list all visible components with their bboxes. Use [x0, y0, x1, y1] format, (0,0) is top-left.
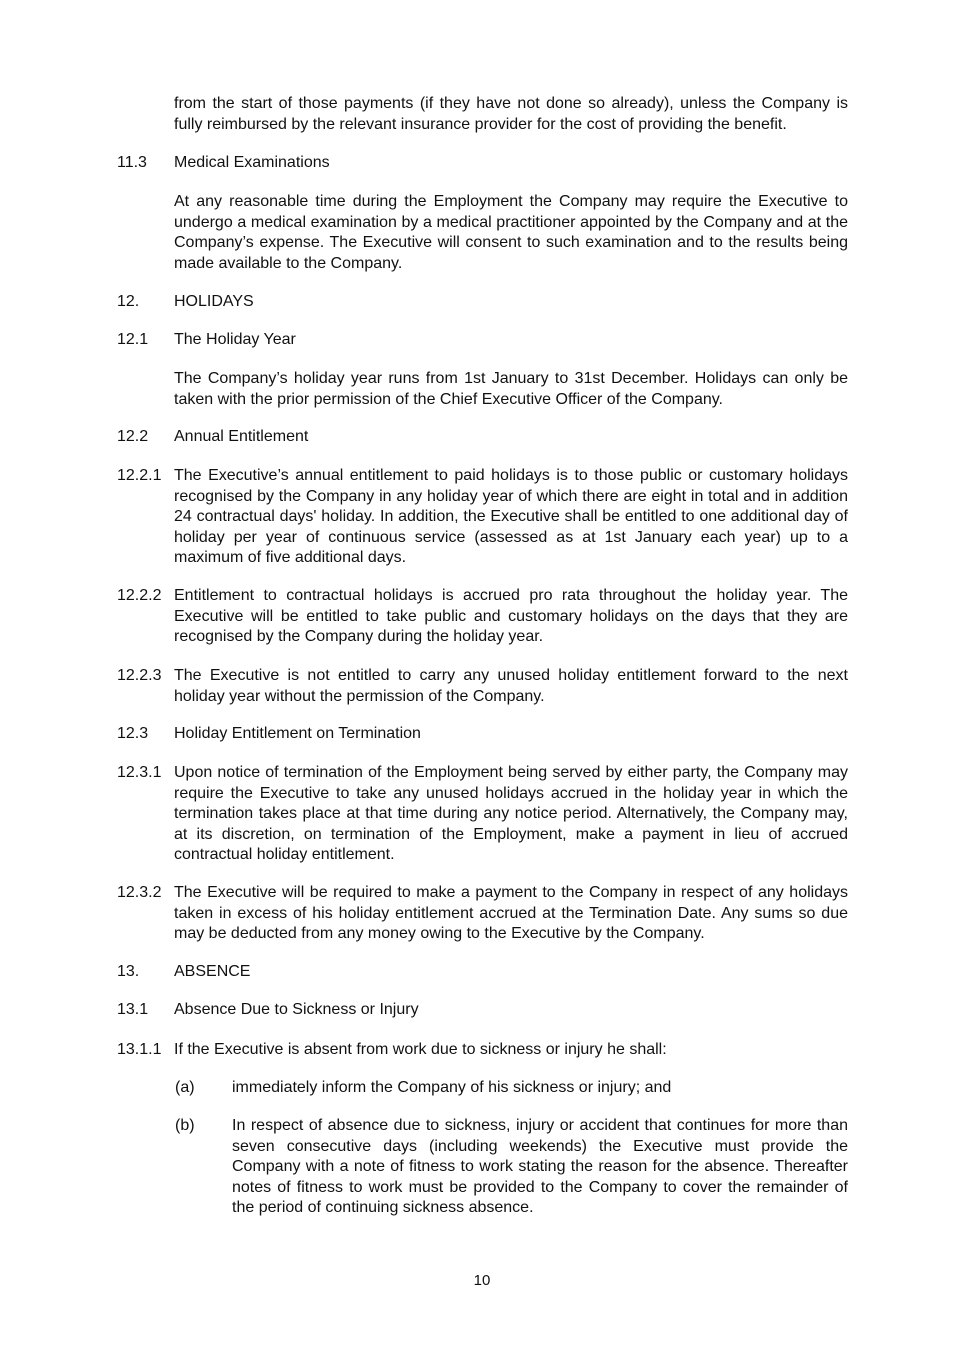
- clause-number-13-1-1: 13.1.1: [117, 1041, 162, 1058]
- clause-text-12-2-2: Entitlement to contractual holidays is accrued pro rata throughout the holiday year. The Executive will be entitled to take public and customary holidays on the days that they are recognised by the Company during the holiday year.: [174, 587, 848, 645]
- section-heading-holiday-year: The Holiday Year: [174, 331, 296, 348]
- section-heading-holidays: HOLIDAYS: [174, 293, 254, 310]
- list-item-text: In respect of absence due to sickness, injury or accident that continues for more than seven consecutive days (including weekends) the Executive must provide the Company with a note of fitness to work stating the reason for the absence. Thereafter notes of fitness to work must be provided to the Company to cover the remainder of the period of continuing sickness absence.: [232, 1117, 848, 1216]
- section-number-11-3: 11.3: [117, 154, 147, 171]
- clause-text-12-2-1: The Executive’s annual entitlement to paid holidays is to those public or customary holidays recognised by the Company in any holiday year of which there are eight in total and in addition 24 contractual days' holiday. In addition, the Executive shall be entitled to one additional day of holiday per year of continuous service (assessed as at 1st January each year) up to a maximum of five additional days.: [174, 467, 848, 566]
- clause-text-13-1-1: If the Executive is absent from work due to sickness or injury he shall:: [174, 1041, 667, 1058]
- page-number: 10: [473, 1272, 491, 1289]
- list-item-text: immediately inform the Company of his sickness or injury; and: [232, 1079, 672, 1096]
- section-heading-annual-entitlement: Annual Entitlement: [174, 428, 309, 445]
- paragraph-medical-examinations: At any reasonable time during the Employment the Company may require the Executive to undergo a medical examination by a medical practitioner appointed by the Company and at the Company’s expense. The Executive will consent to such examination and to the results being made available to the Company.: [174, 193, 848, 272]
- clause-text-12-2-3: The Executive is not entitled to carry any unused holiday entitlement forward to the next holiday year without the permission of the Company.: [174, 667, 848, 705]
- section-number-12-1: 12.1: [117, 331, 149, 348]
- clause-text-12-3-1: Upon notice of termination of the Employment being served by either party, the Company may require the Executive to take any unused holidays accrued in the holiday year in which the termination takes place at that time during any notice period. Alternatively, the Company may, at its discretion, on termination of the Employment, make a payment in lieu of accrued contractual holiday entitlement.: [174, 764, 848, 863]
- section-heading-medical-examinations: Medical Examinations: [174, 154, 330, 171]
- section-number-12: 12.: [117, 293, 140, 310]
- paragraph-holiday-year: The Company’s holiday year runs from 1st January to 31st December. Holidays can only be taken with the prior permission of the Chief Executive Officer of the Company.: [174, 370, 848, 408]
- clause-number-12-3-2: 12.3.2: [117, 884, 162, 901]
- section-heading-absence-sickness-injury: Absence Due to Sickness or Injury: [174, 1001, 419, 1018]
- section-number-12-3: 12.3: [117, 725, 149, 742]
- list-item-label: (a): [175, 1079, 195, 1096]
- clause-text-12-3-2: The Executive will be required to make a payment to the Company in respect of any holidays taken in excess of his holiday entitlement accrued at the Termination Date. Any sums so due may be deducted from any money owing to the Executive by the Company.: [174, 884, 848, 942]
- clause-number-12-2-3: 12.2.3: [117, 667, 162, 684]
- clause-number-12-2-2: 12.2.2: [117, 587, 162, 604]
- section-heading-holiday-entitlement-termination: Holiday Entitlement on Termination: [174, 725, 421, 742]
- section-number-13: 13.: [117, 963, 140, 980]
- section-heading-absence: ABSENCE: [174, 963, 251, 980]
- continuation-paragraph: from the start of those payments (if they have not done so already), unless the Company is fully reimbursed by the relevant insurance provider for the cost of providing the benefit.: [174, 95, 848, 133]
- list-item-label: (b): [175, 1117, 195, 1134]
- section-number-13-1: 13.1: [117, 1001, 149, 1018]
- clause-number-12-2-1: 12.2.1: [117, 467, 162, 484]
- clause-number-12-3-1: 12.3.1: [117, 764, 162, 781]
- section-number-12-2: 12.2: [117, 428, 149, 445]
